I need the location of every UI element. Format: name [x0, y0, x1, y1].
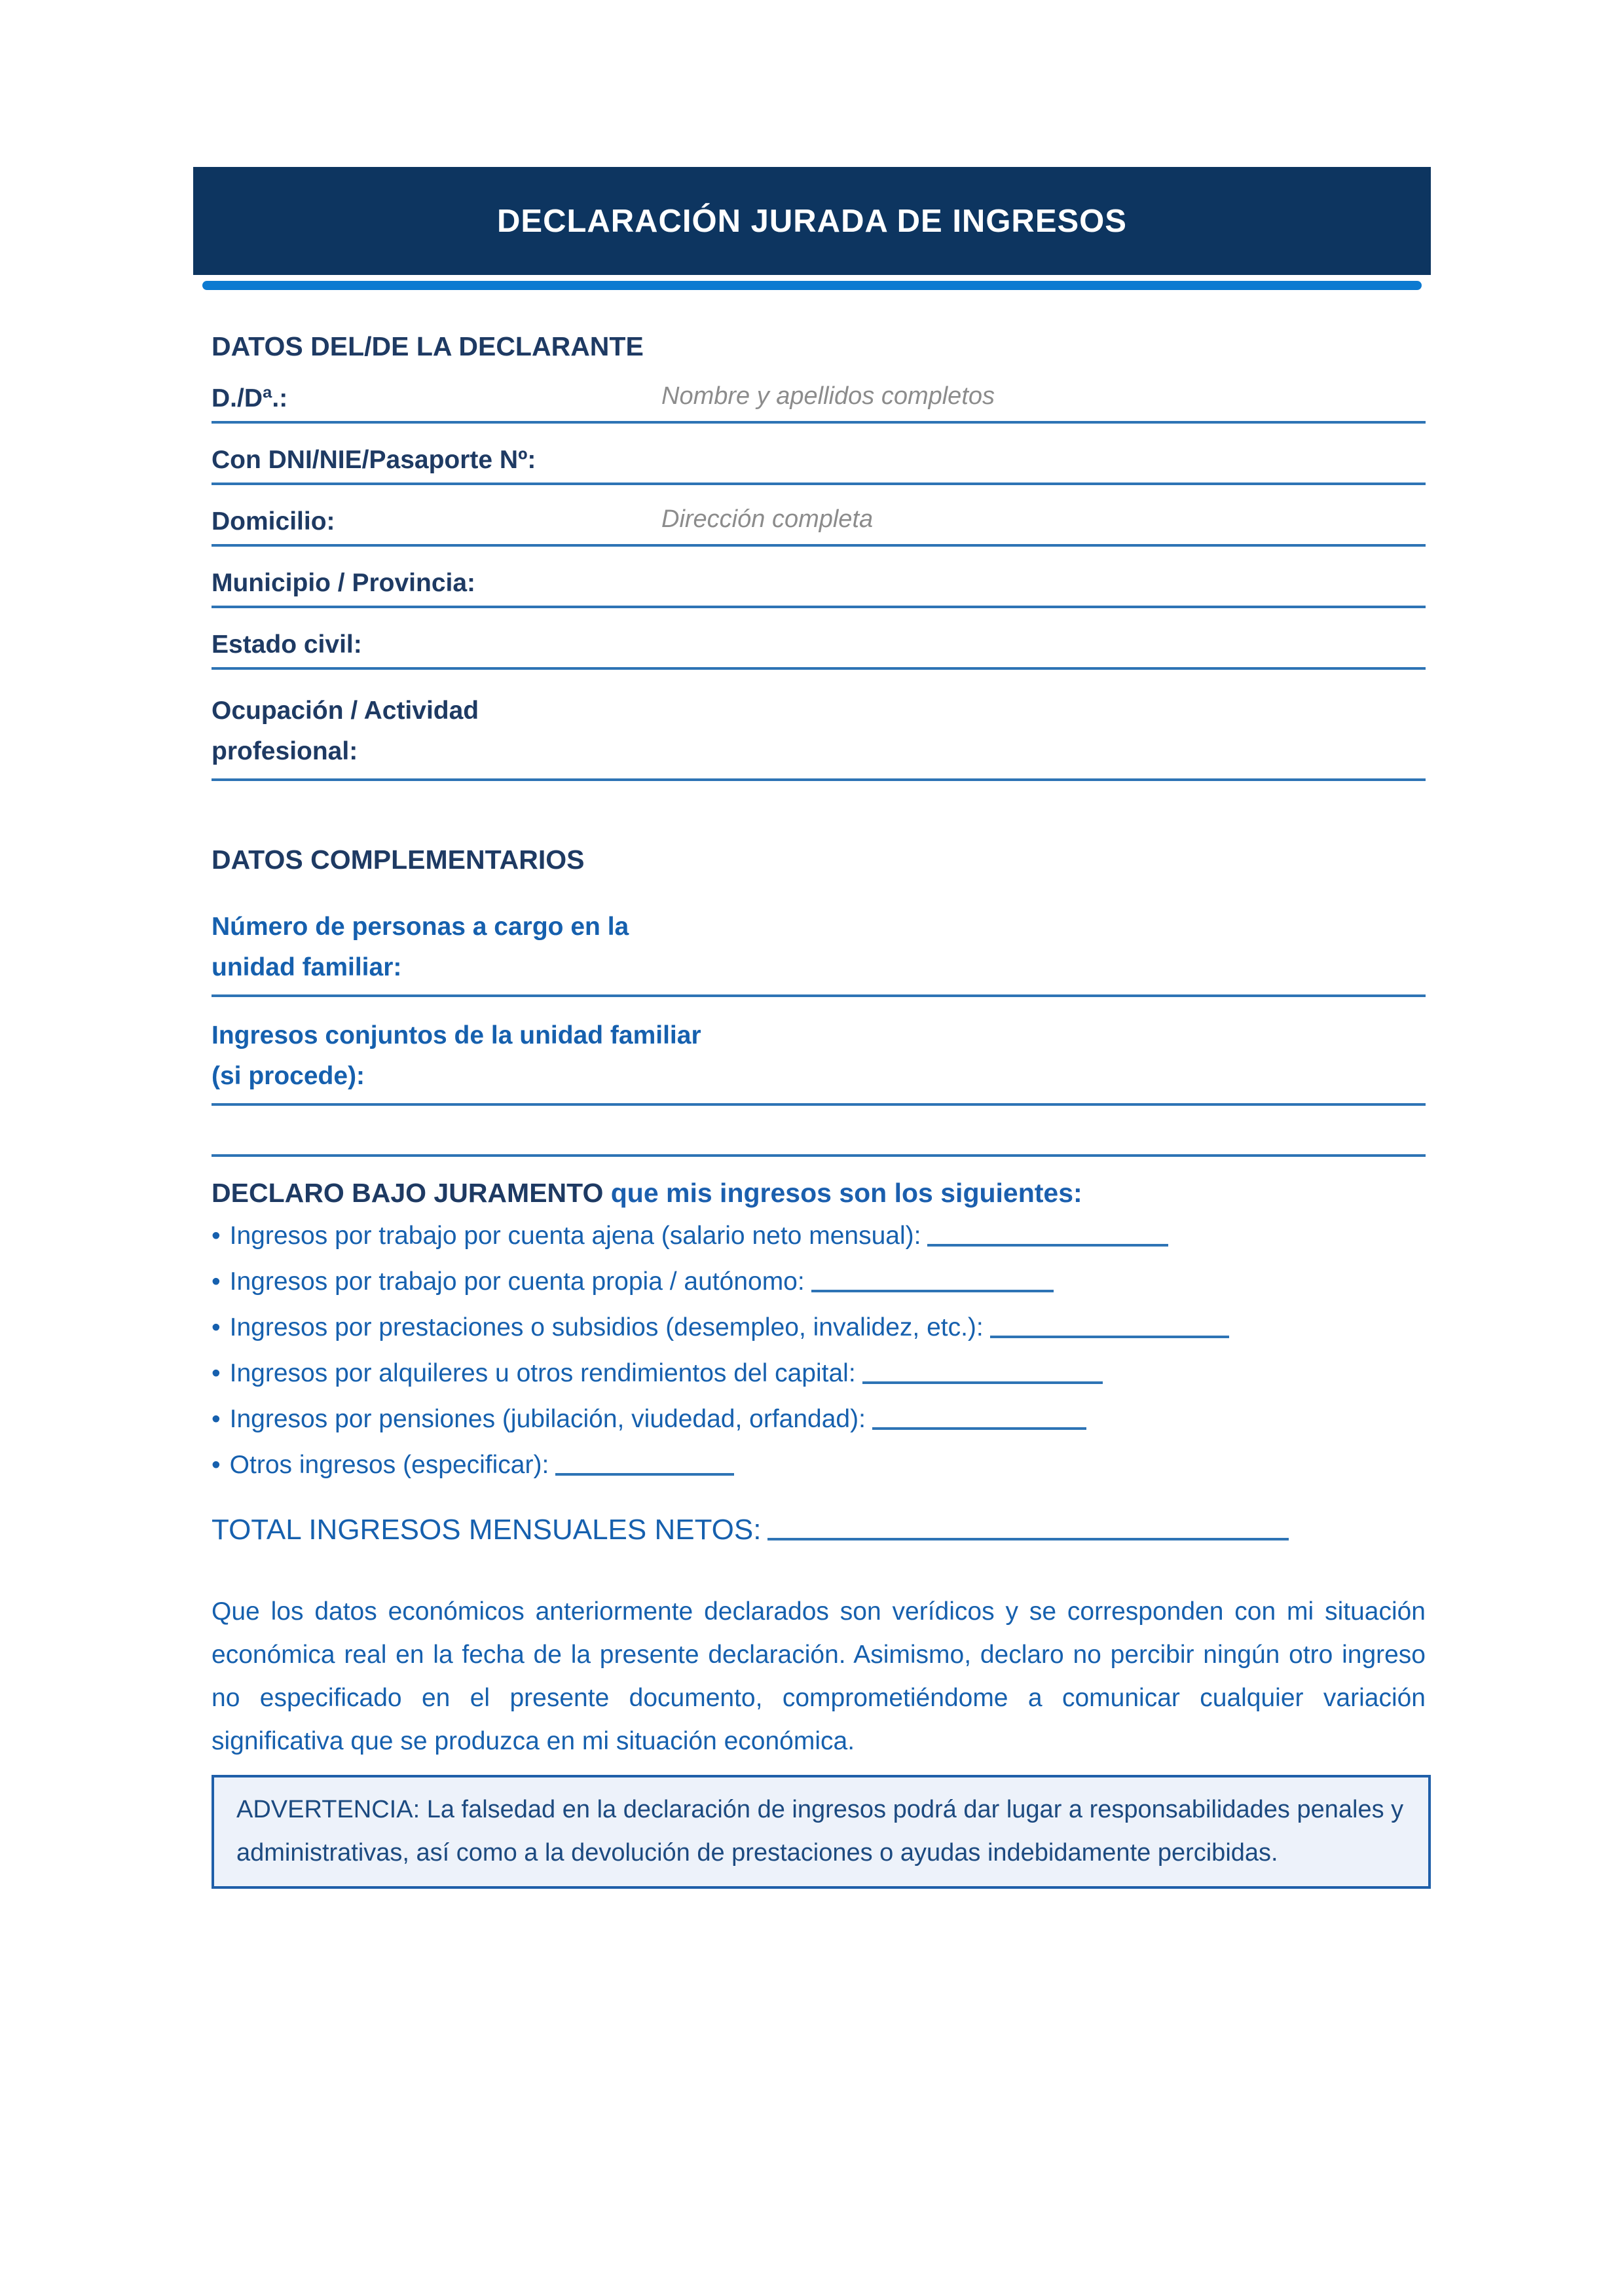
field-row-nombre[interactable]: [212, 383, 1426, 424]
field-row-extra-empty[interactable]: [212, 1119, 1426, 1157]
field-row-ocupacion[interactable]: [212, 691, 1426, 781]
income-item-otros: [212, 1442, 1426, 1488]
field-label-ocupacion-line2: profesional:: [212, 737, 358, 765]
section-heading-datos-declarante: DATOS DEL/DE LA DECLARANTE: [212, 331, 644, 361]
field-label-municipio: Municipio / Provincia:: [212, 569, 476, 597]
income-item-salario: [212, 1213, 1426, 1259]
warning-text: ADVERTENCIA: La falsedad en la declaración de ingresos podrá dar lugar a responsabilidades penales y administrativas, así como a la devolución de prestaciones o ayudas indebidamente percibidas.: [236, 1796, 1404, 1867]
income-item-pensiones: [212, 1396, 1426, 1442]
blank-line-pensiones[interactable]: [872, 1423, 1086, 1430]
blank-line-otros[interactable]: [555, 1469, 734, 1476]
title-banner: [193, 167, 1431, 275]
field-placeholder-nombre: Nombre y apellidos completos: [661, 382, 995, 410]
field-label-nombre: D./Dª.:: [212, 384, 288, 412]
field-row-dni[interactable]: [212, 445, 1426, 485]
field-label-dni: Con DNI/NIE/Pasaporte Nº:: [212, 446, 536, 474]
income-item-prestaciones: [212, 1305, 1426, 1351]
field-row-domicilio[interactable]: [212, 506, 1426, 547]
income-item-salario-text: Ingresos por trabajo por cuenta ajena (salario neto mensual):: [229, 1222, 921, 1250]
income-item-pensiones-text: Ingresos por pensiones (jubilación, viudedad, orfandad):: [229, 1405, 866, 1433]
sworn-statement-text: Que los datos económicos anteriormente declarados son verídicos y se corresponden con mi situación económica real en la fecha de la presente declaración. Asimismo, declaro no percibir ningún otro ingreso no especificado en el presente documento, comprometiéndome a comunicar cualquier variación significativa que se produzca en mi situación económica.: [212, 1597, 1426, 1755]
field-row-personas-cargo[interactable]: [212, 907, 1426, 997]
income-item-autonomo: [212, 1259, 1426, 1305]
accent-bar: [202, 281, 1422, 290]
income-list: [212, 1213, 1426, 1488]
field-label-personas-cargo-line2: unidad familiar:: [212, 953, 402, 981]
document-title: DECLARACIÓN JURADA DE INGRESOS: [497, 203, 1127, 239]
document-content: [193, 167, 1431, 1889]
declaration-heading-rest: que mis ingresos son los siguientes:: [603, 1178, 1082, 1208]
total-income-row: [212, 1512, 1426, 1548]
blank-line-alquileres[interactable]: [862, 1377, 1103, 1384]
income-item-alquileres: [212, 1351, 1426, 1396]
field-label-personas-cargo-line1: Número de personas a cargo en la: [212, 913, 629, 941]
field-label-ingresos-conjuntos-line1: Ingresos conjuntos de la unidad familiar: [212, 1021, 701, 1049]
blank-line-prestaciones[interactable]: [990, 1332, 1229, 1338]
field-label-domicilio: Domicilio:: [212, 507, 335, 536]
total-income-label: TOTAL INGRESOS MENSUALES NETOS:: [212, 1514, 762, 1546]
income-item-otros-text: Otros ingresos (especificar):: [229, 1451, 549, 1479]
field-label-ingresos-conjuntos-line2: (si procede):: [212, 1062, 365, 1090]
field-row-estado-civil[interactable]: [212, 629, 1426, 670]
income-item-prestaciones-text: Ingresos por prestaciones o subsidios (desempleo, invalidez, etc.):: [229, 1313, 984, 1341]
section-heading-datos-complementarios: DATOS COMPLEMENTARIOS: [212, 845, 585, 875]
field-row-ingresos-conjuntos[interactable]: [212, 1015, 1426, 1106]
warning-box: [212, 1775, 1431, 1889]
income-item-alquileres-text: Ingresos por alquileres u otros rendimientos del capital:: [229, 1359, 856, 1387]
declaration-heading: [212, 1176, 1426, 1209]
blank-line-total[interactable]: [767, 1534, 1289, 1540]
declaration-heading-strong: DECLARO BAJO JURAMENTO: [212, 1178, 604, 1208]
field-placeholder-direccion: Dirección completa: [661, 505, 874, 533]
blank-line-autonomo[interactable]: [811, 1286, 1054, 1292]
income-item-autonomo-text: Ingresos por trabajo por cuenta propia / autónomo:: [229, 1267, 805, 1296]
field-label-estado-civil: Estado civil:: [212, 630, 362, 659]
field-label-ocupacion-line1: Ocupación / Actividad: [212, 697, 479, 725]
blank-line-salario[interactable]: [927, 1240, 1168, 1247]
field-row-municipio[interactable]: [212, 568, 1426, 608]
